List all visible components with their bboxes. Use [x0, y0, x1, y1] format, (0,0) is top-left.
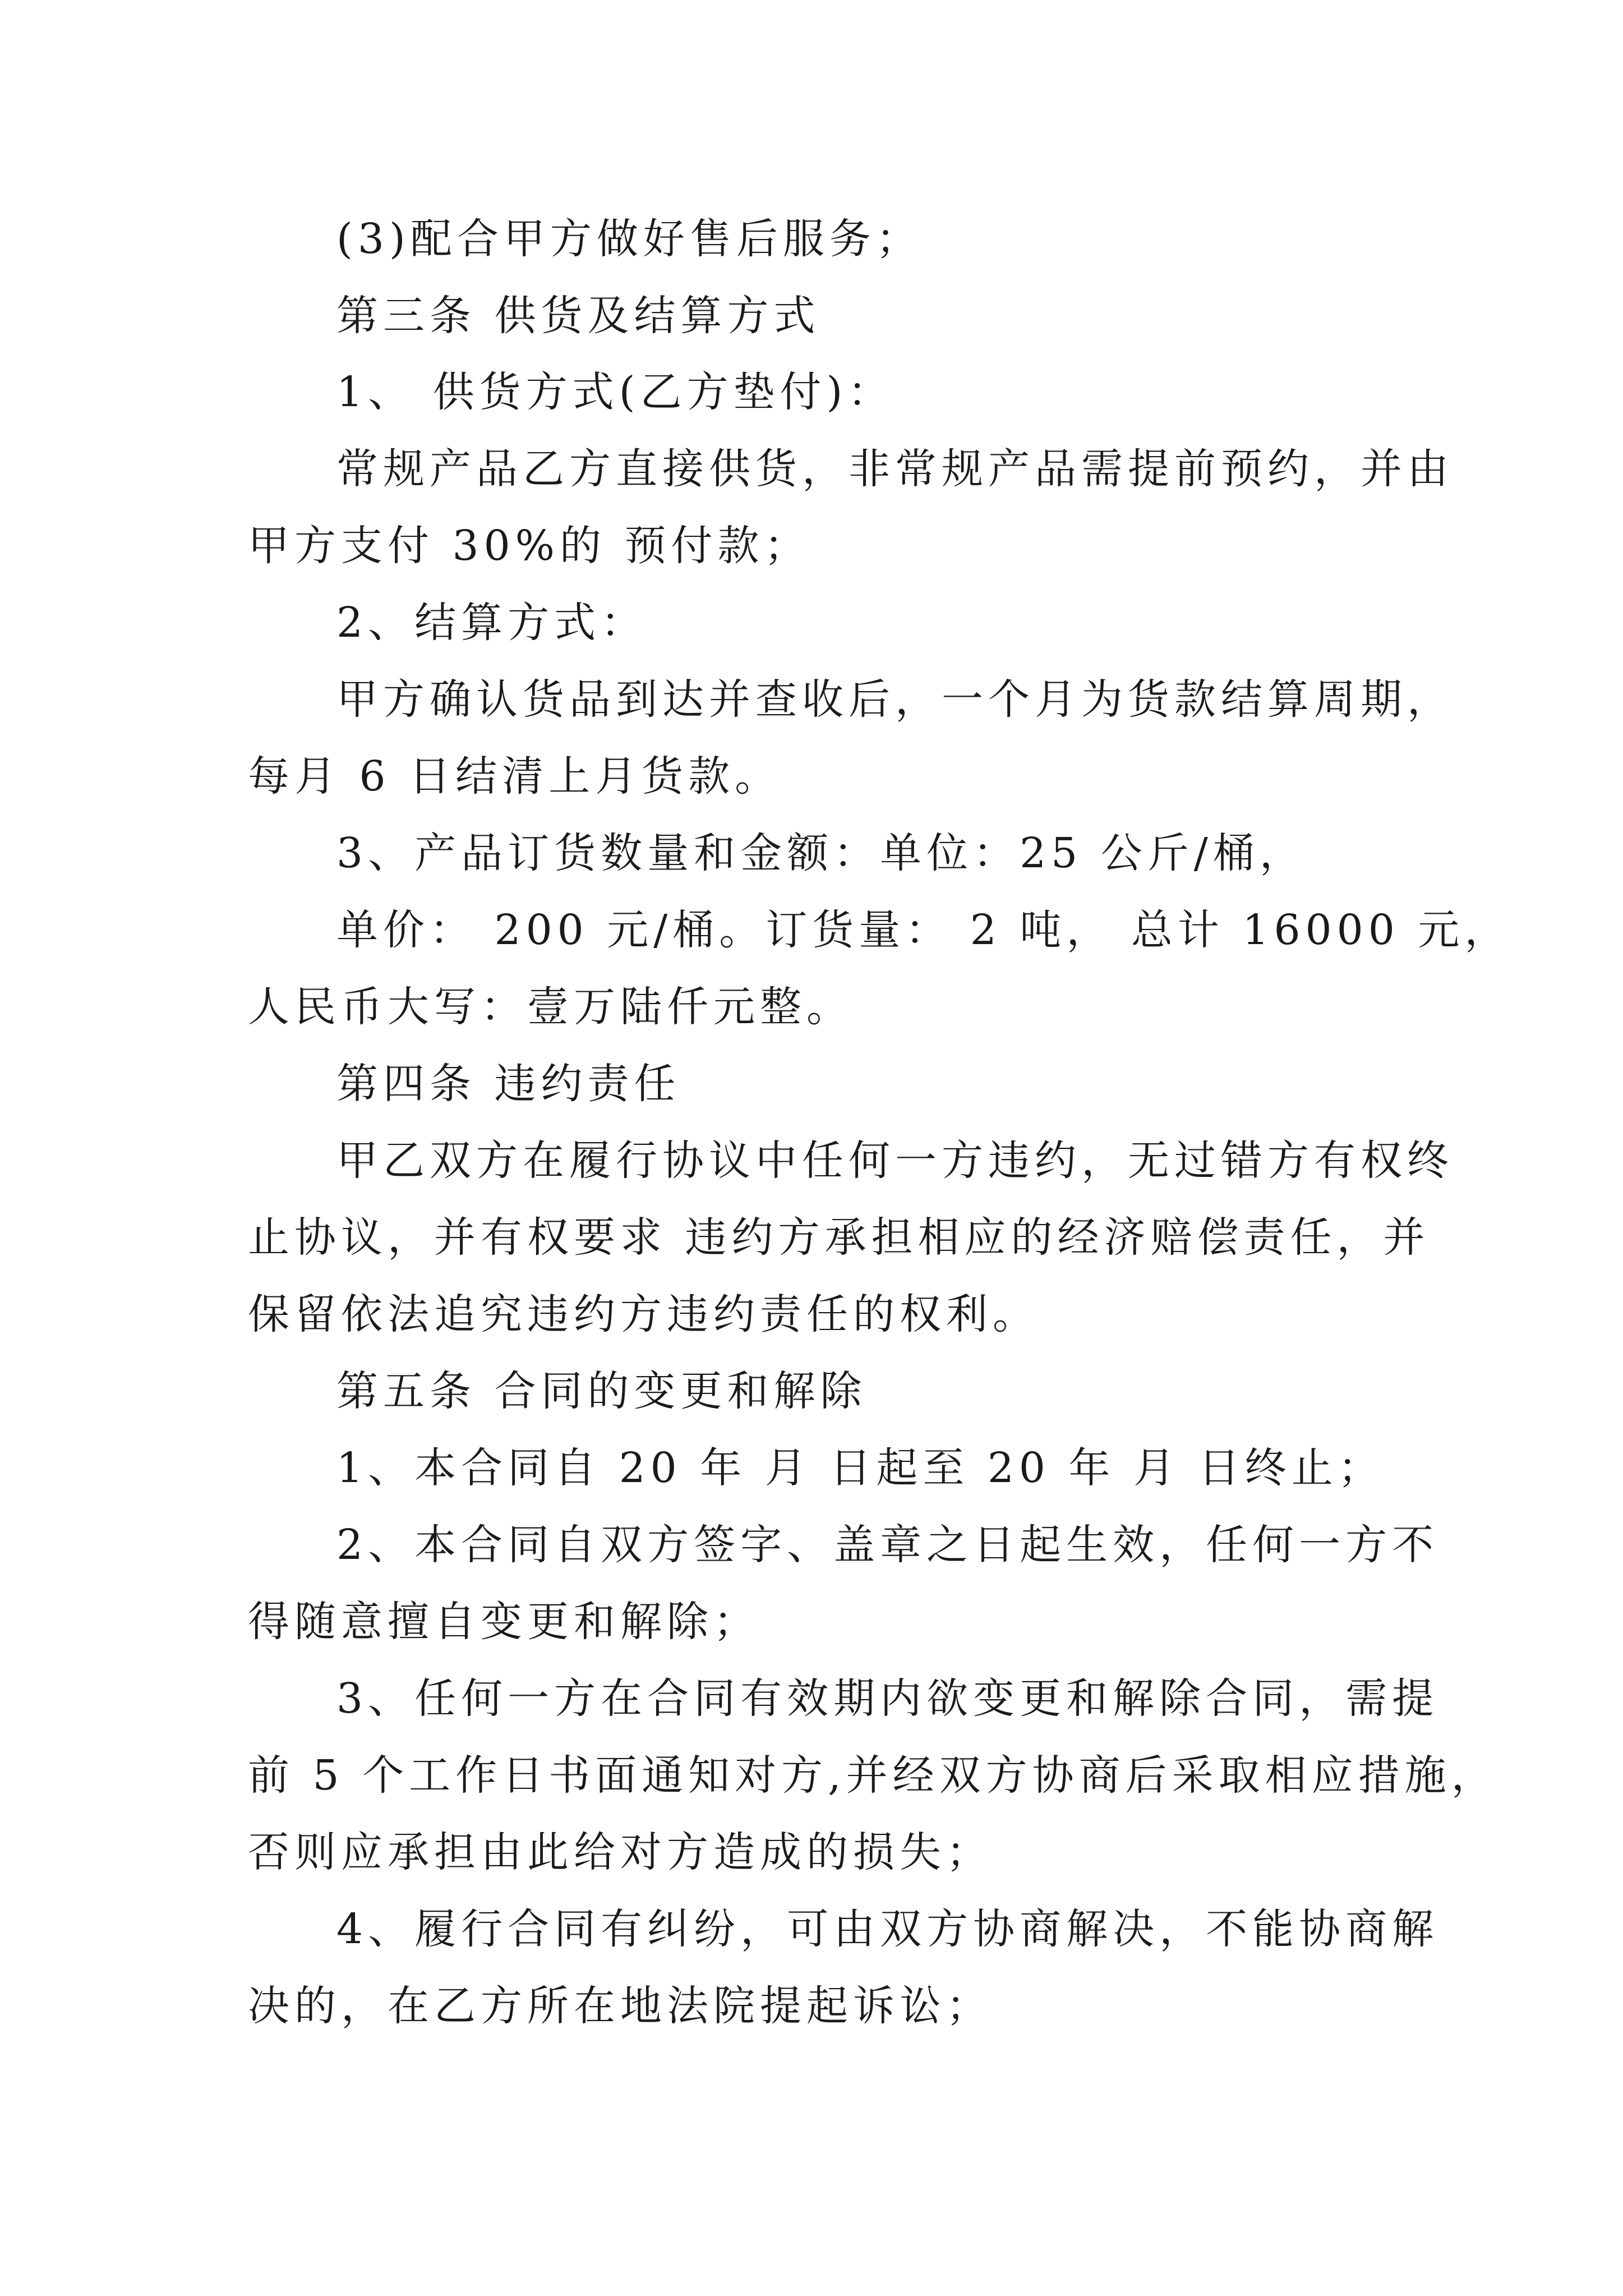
text-line: 2、本合同自双方签字、盖章之日起生效，任何一方不 — [336, 1521, 1439, 1569]
text-line: 甲乙双方在履行协议中任何一方违约，无过错方有权终 — [336, 1137, 1454, 1185]
text-line: 常规产品乙方直接供货，非常规产品需提前预约，并由 — [336, 445, 1454, 493]
text-line: 人民币大写：壹万陆仟元整。 — [248, 983, 853, 1031]
text-line: 止协议，并有权要求 违约方承担相应的经济赔偿责任，并 — [248, 1213, 1430, 1262]
text-line: 第三条 供货及结算方式 — [336, 292, 820, 340]
text-line: 3、任何一方在合同有效期内欲变更和解除合同，需提 — [336, 1674, 1439, 1723]
text-line: 单价： 200 元/桶。订货量： 2 吨， 总计 16000 元， — [336, 906, 1511, 954]
text-line: 3、产品订货数量和金额：单位：25 公斤/桶， — [336, 829, 1306, 877]
text-line: 2、结算方式： — [336, 599, 648, 647]
text-line: 否则应承担由此给对方造成的损失； — [248, 1828, 993, 1876]
text-line: 保留依法追究违约方违约责任的权利。 — [248, 1290, 1039, 1338]
text-line: 1、 供货方式(乙方垫付)： — [336, 368, 895, 416]
text-line: (3)配合甲方做好售后服务； — [336, 215, 923, 263]
text-line: 甲方确认货品到达并查收后，一个月为货款结算周期， — [336, 675, 1454, 724]
text-line: 得随意擅自变更和解除； — [248, 1598, 760, 1646]
text-line: 第五条 合同的变更和解除 — [336, 1367, 867, 1415]
text-line: 甲方支付 30%的 预付款； — [248, 522, 811, 570]
text-line: 4、履行合同有纠纷，可由双方协商解决，不能协商解 — [336, 1905, 1439, 1953]
text-line: 1、本合同自 20 年 月 日起至 20 年 月 日终止； — [336, 1444, 1385, 1492]
text-line: 每月 6 日结清上月货款。 — [248, 752, 782, 800]
text-line: 前 5 个工作日书面通知对方,并经双方协商后采取相应措施， — [248, 1751, 1498, 1800]
text-line: 决的，在乙方所在地法院提起诉讼； — [248, 1982, 993, 2030]
text-line: 第四条 违约责任 — [336, 1060, 681, 1108]
